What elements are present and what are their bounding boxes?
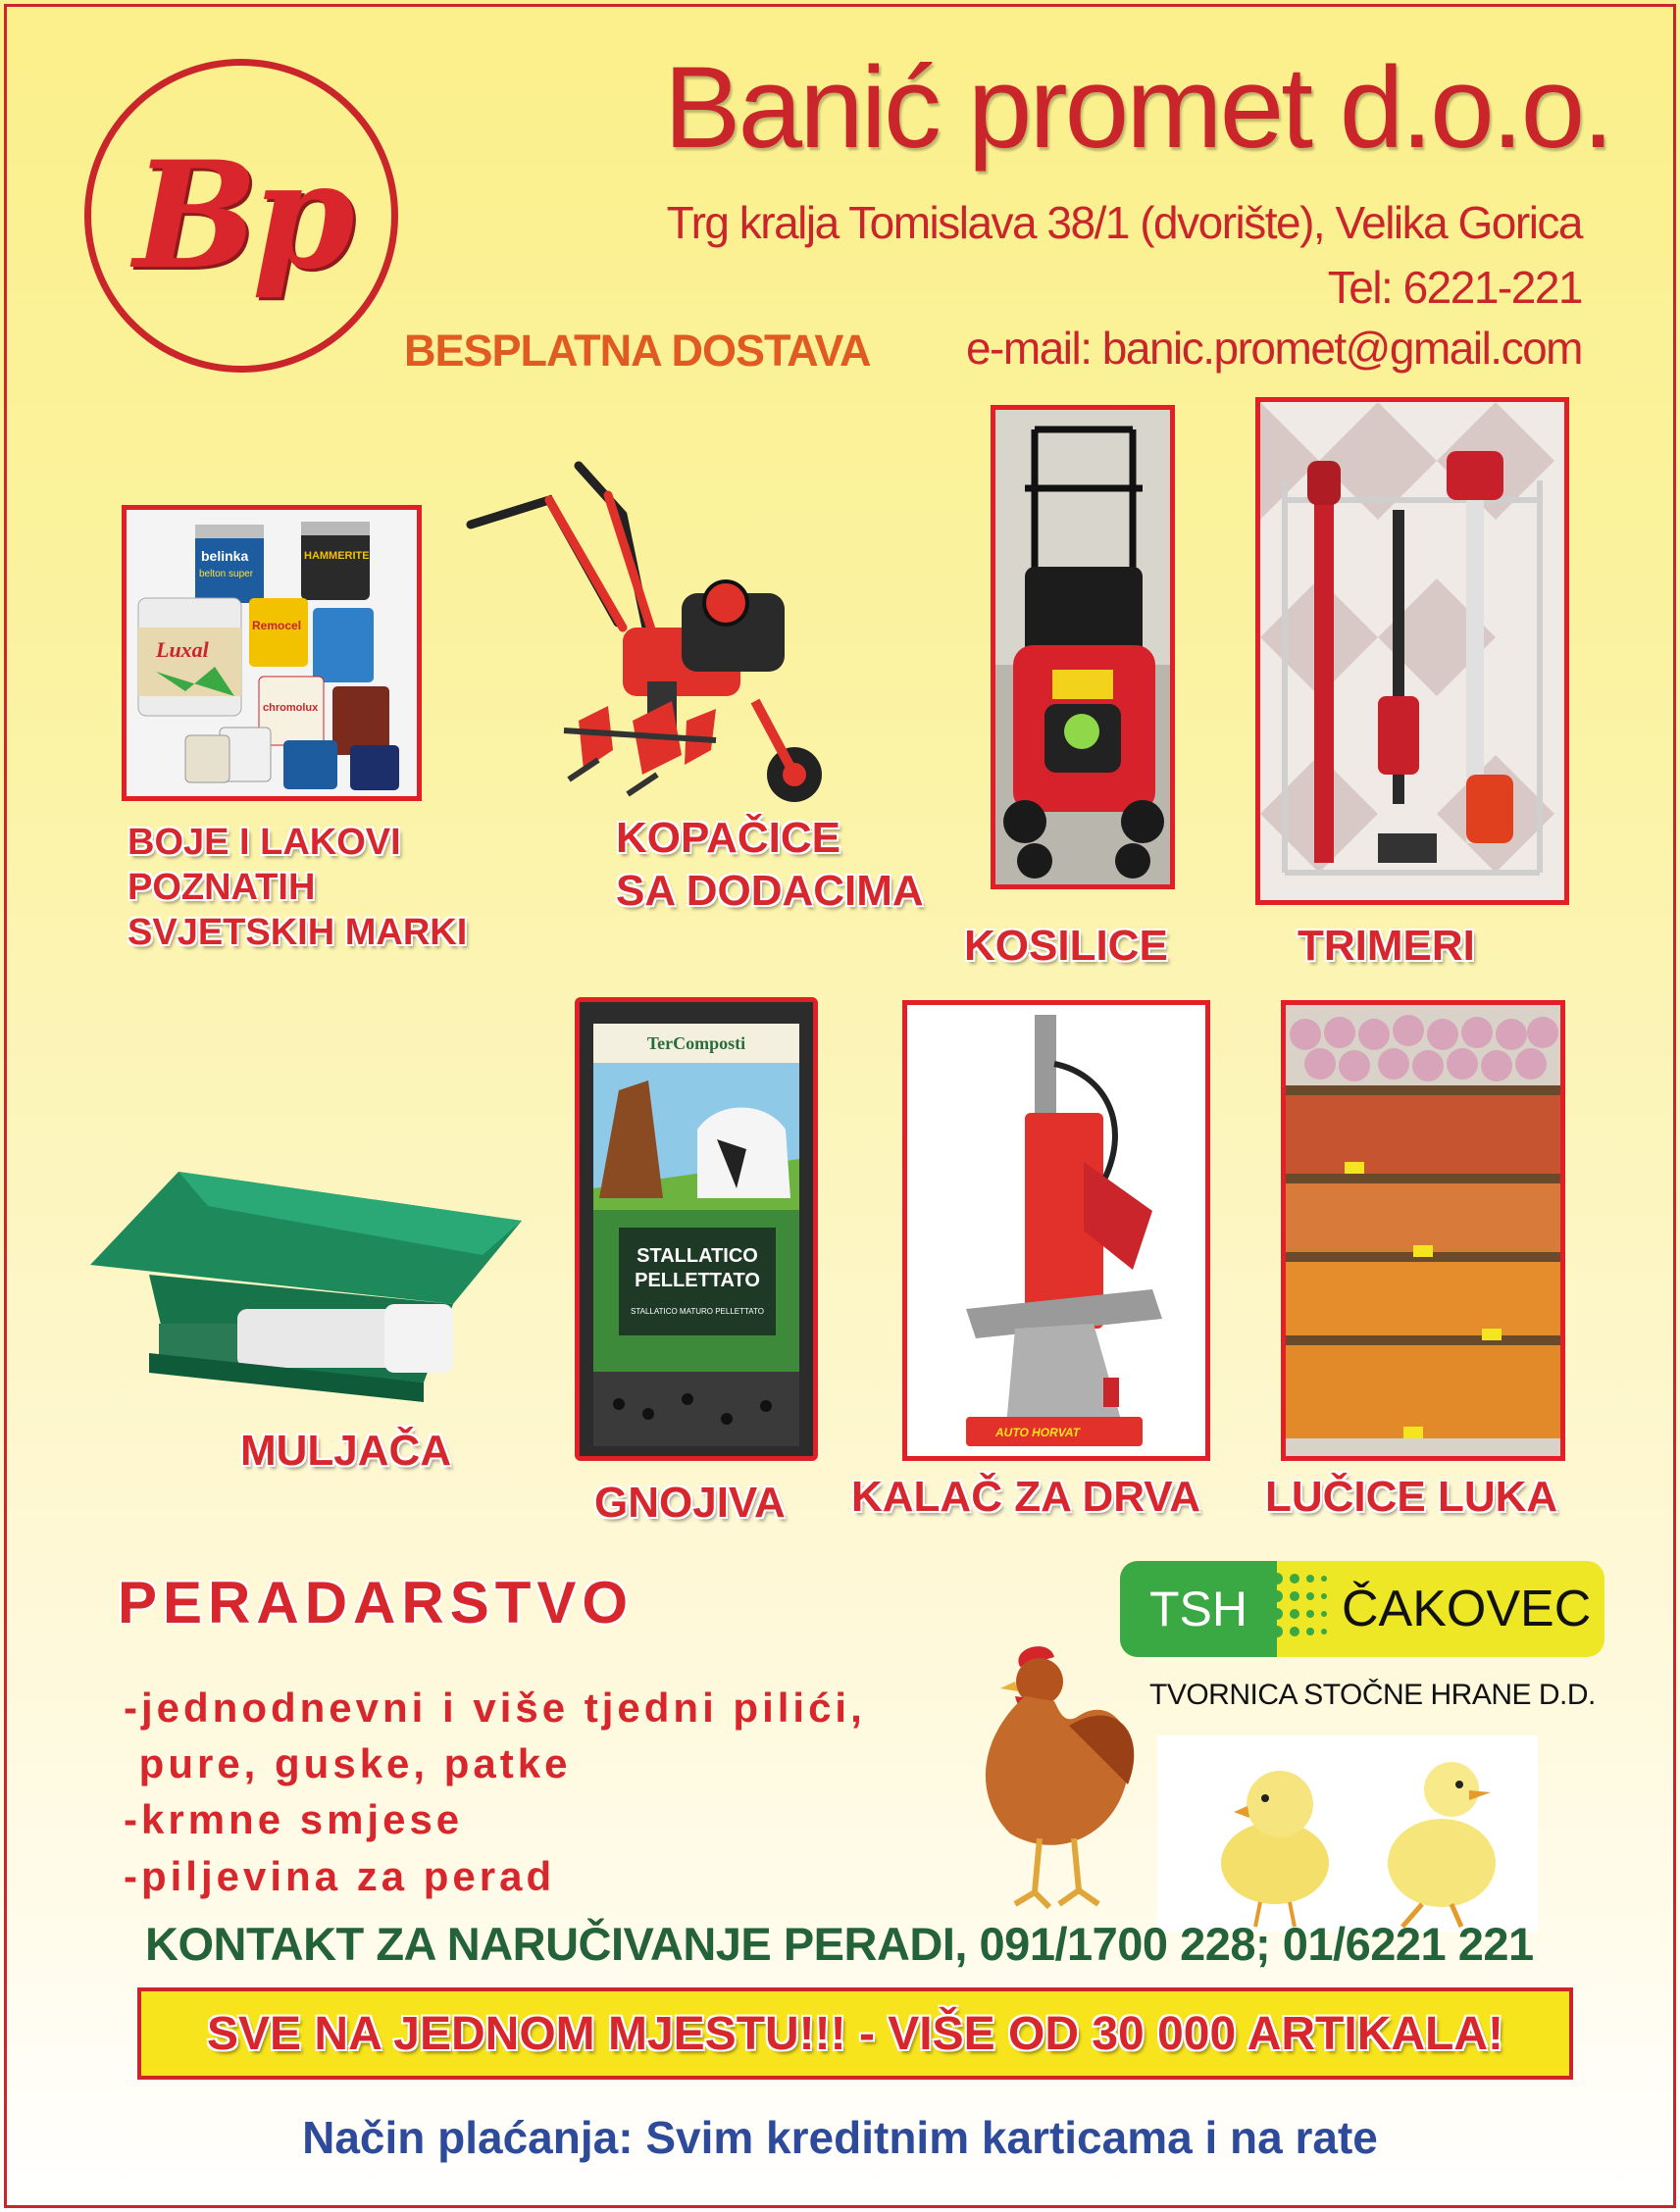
tsh-right: ČAKOVEC (1342, 1581, 1592, 1637)
bag-name-2: PELLETTATO (635, 1270, 760, 1291)
splitter-brand: AUTO HORVAT (995, 1426, 1080, 1439)
brand-belton: belton super (199, 569, 254, 579)
label-tiller-2: SA DODACIMA (616, 867, 924, 915)
payment-info: Način plaćanja: Svim kreditnim karticama i na rate (302, 2112, 1378, 2163)
bag-name-1: STALLATICO (636, 1245, 758, 1267)
label-log-splitter: KALAČ ZA DRVA (851, 1473, 1201, 1521)
tsh-subtitle: TVORNICA STOČNE HRANE D.D. (1149, 1679, 1596, 1711)
label-paints-1: BOJE I LAKOVI (127, 822, 401, 863)
free-delivery: BESPLATNA DOSTAVA (404, 326, 871, 376)
tsh-left: TSH (1120, 1561, 1277, 1657)
fertilizer-image (575, 997, 818, 1461)
label-paints-2: POZNATIH (127, 867, 316, 908)
tiller-image (461, 456, 853, 819)
chicks-image (1157, 1735, 1538, 1932)
poultry-item-3: -krmne smjese (124, 1796, 464, 1842)
trimmers-image (1255, 397, 1569, 905)
tsh-logo (1120, 1561, 1604, 1657)
hen-image (951, 1637, 1147, 1922)
slogan-text: SVE NA JEDNOM MJESTU!!! - VIŠE OD 30 000 ARTIKALA! (207, 2007, 1503, 2060)
poultry-title: PERADARSTVO (118, 1570, 635, 1635)
address: Trg kralja Tomislava 38/1 (dvorište), Velika Gorica (666, 197, 1582, 248)
poultry-item-1: -jednodnevni i više tjedni pilići, (124, 1684, 866, 1731)
label-tiller-1: KOPAČICE (616, 814, 840, 862)
label-paints-3: SVJETSKIH MARKI (127, 912, 468, 953)
crusher-image (90, 1167, 522, 1407)
poultry-item-4: -piljevina za perad (124, 1853, 556, 1899)
brand-remocel: Remocel (252, 619, 302, 632)
company-name: Banić promet d.o.o. (663, 43, 1611, 173)
slogan-banner (137, 1987, 1573, 2080)
log-splitter-image (902, 1000, 1210, 1461)
onion-sets-image (1281, 1000, 1565, 1461)
phone: Tel: 6221-221 (1327, 262, 1582, 313)
logo: Bp (133, 129, 349, 302)
contact-line: KONTAKT ZA NARUČIVANJE PERADI, 091/1700 228; 01/6221 221 (145, 1918, 1534, 1970)
brand-luxal: Luxal (156, 637, 209, 662)
label-mowers: KOSILICE (964, 922, 1168, 970)
brand-hammerite: HAMMERITE (304, 550, 370, 562)
bag-brand: TerComposti (646, 1033, 746, 1053)
label-crusher: MULJAČA (240, 1427, 452, 1475)
label-onion-sets: LUČICE LUKA (1265, 1473, 1558, 1521)
label-trimmers: TRIMERI (1298, 922, 1475, 970)
mower-image (991, 405, 1175, 889)
bag-sub: STALLATICO MATURO PELLETTATO (630, 1307, 765, 1316)
label-fertilizer: GNOJIVA (594, 1479, 786, 1527)
poultry-item-2: pure, guske, patke (124, 1740, 572, 1786)
brand-chromolux: chromolux (263, 702, 319, 714)
email: e-mail: banic.promet@gmail.com (965, 323, 1582, 374)
paints-image (122, 505, 422, 801)
brand-belinka: belinka (201, 548, 249, 564)
tsh-dots-icon (1257, 1565, 1346, 1653)
